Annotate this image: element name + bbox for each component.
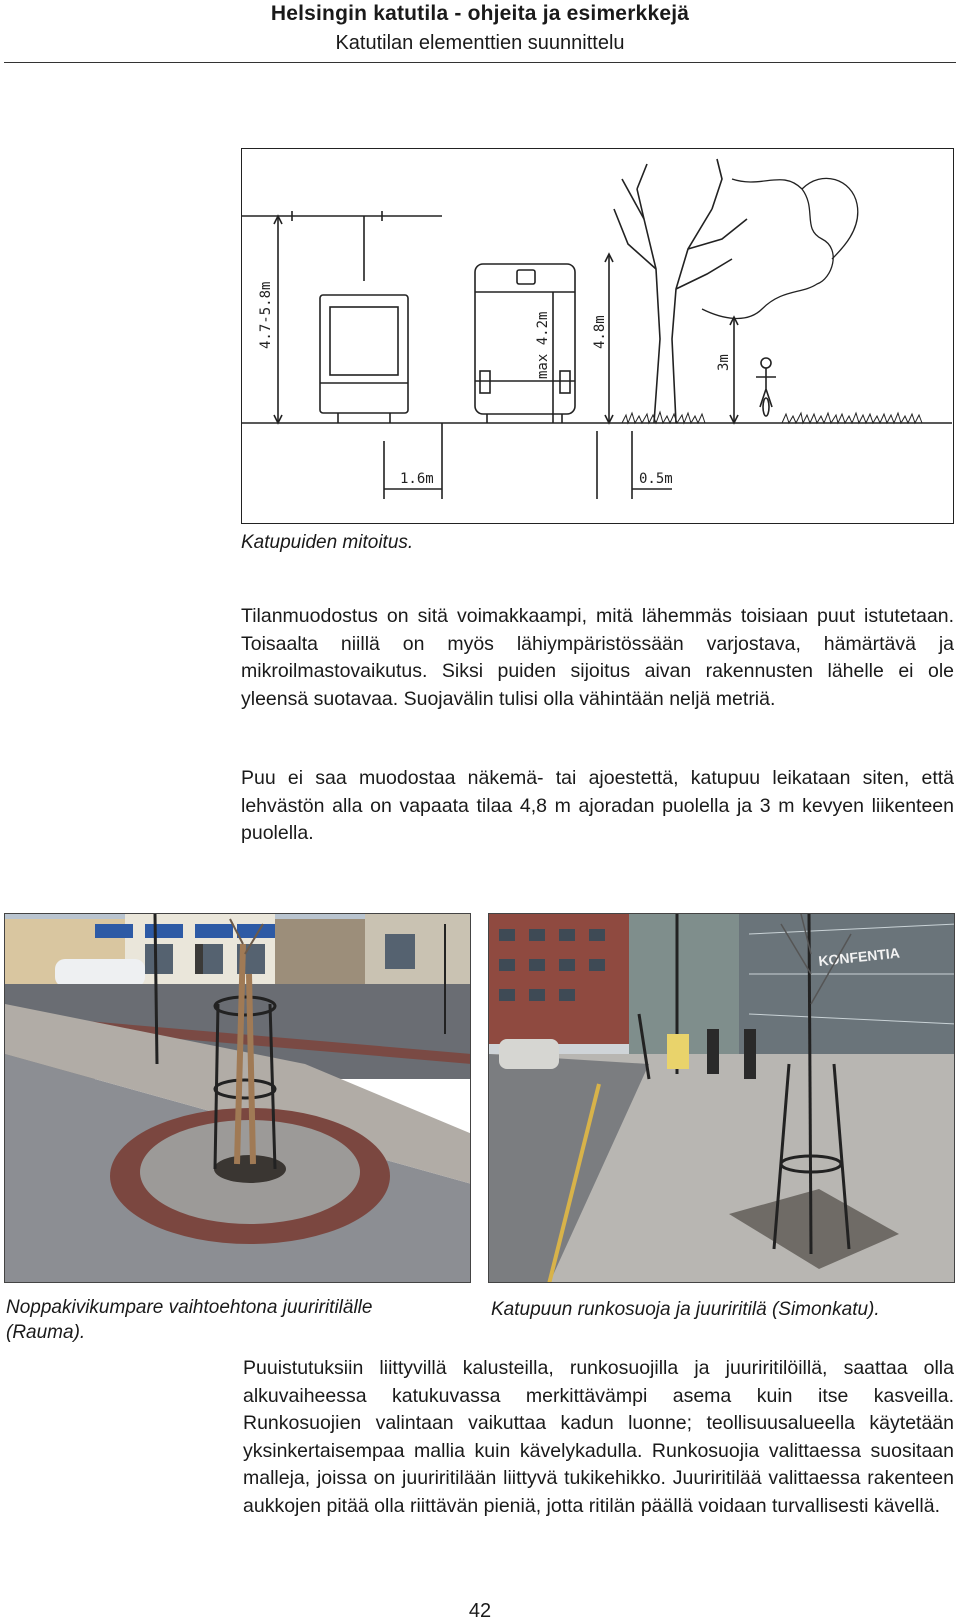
label-clearance-road: 4.8m [592, 315, 608, 349]
photo-rauma [4, 913, 471, 1283]
paragraph-3: Puuistutuksiin liittyvillä kalusteilla, runkosuojilla ja juuriritilöillä, saattaa olla alkuvaiheessa katukuvassa merkittävämpi asema kuin itse kasveilla. Runkosuojien valintaan vaikuttaa kadun luonne; teollisuusalueella käytetään yksinkertaisempaa mallia kuin kävelykadulla. Runkosuojia valittaessa suositaan malleja, joissa on juuriritilään liittyvä tukikehikko. Juuriritilää valittaessa rakenteen aukkojen pitää olla riittävän pieniä, jotta ritilän päällä voidaan turvallisesti kävellä. [243, 1357, 954, 1517]
photo-simonkatu [488, 913, 955, 1283]
street-section-diagram [241, 148, 954, 524]
tram-shape [320, 295, 408, 423]
header-title: Helsingin katutila - ohjeita ja esimerkkejä [270, 2, 690, 25]
storefront-sign-text: KONFENTIA [817, 944, 901, 969]
photo-right-caption: Katupuun runkosuoja ja juuriritilä (Simonkatu). [491, 1299, 880, 1320]
label-tram-height: 4.7-5.8m [258, 281, 274, 349]
figure1-caption: Katupuiden mitoitus. [241, 532, 414, 553]
section-drawing [242, 149, 952, 522]
label-width-tram: 1.6m [400, 471, 434, 487]
bus-shape [475, 264, 575, 423]
page-header [0, 0, 960, 64]
cyclist-shape [756, 358, 776, 416]
label-clearance-bike: 3m [716, 354, 732, 371]
page-number: 42 [468, 1600, 492, 1622]
header-divider [4, 62, 956, 63]
photo-left-caption: Noppakivikumpare vaihtoehtona juuriritilälle (Rauma). [6, 1297, 373, 1343]
label-width-tree: 0.5m [639, 471, 673, 487]
paragraph-2: Puu ei saa muodostaa näkemä- tai ajoestettä, katupuu leikataan siten, että lehvästön alla on vapaata tilaa 4,8 m ajoradan puolella ja 3 m kevyen liikenteen puolella. [241, 767, 954, 844]
tree-shape [614, 159, 858, 423]
header-subtitle: Katutilan elementtien suunnittelu [335, 32, 625, 54]
label-bus-height: max 4.2m [535, 311, 551, 379]
paragraph-1: Tilanmuodostus on sitä voimakkaampi, mitä lähemmäs toisiaan puut istutetaan. Toisaalta niillä on myös lähiympäristössään varjostava, hämärtävä ja mikroilmastovaikutus. Siksi puiden sijoitus aivan rakennusten lähelle ei ole yleensä suotavaa. Suojavälin tulisi olla vähintään neljä metriä. [241, 605, 954, 710]
